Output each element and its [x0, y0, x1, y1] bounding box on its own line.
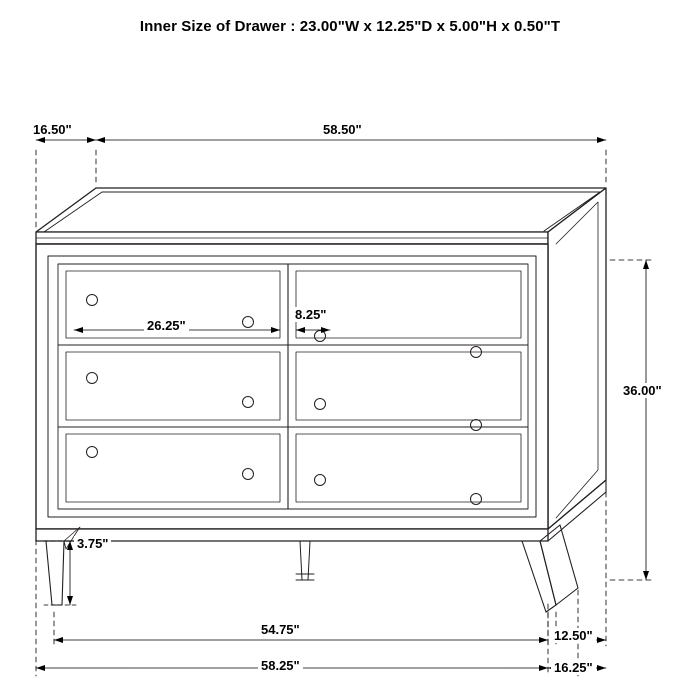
dim-height-right: 36.00": [620, 383, 665, 398]
dim-base-depth-outer: 16.25": [551, 660, 596, 675]
page-title: Inner Size of Drawer : 23.00"W x 12.25"D x 5.00"H x 0.50"T: [139, 18, 561, 35]
dim-base-width-inner: 54.75": [258, 622, 303, 637]
dim-depth-top: 16.50": [30, 122, 75, 137]
dim-drawer-left-width: 26.25": [144, 318, 189, 333]
dim-base-width-outer: 58.25": [258, 658, 303, 673]
dim-drawer-right-width: 8.25": [292, 307, 329, 322]
dim-leg-height: 3.75": [74, 536, 111, 551]
dim-base-depth-inner: 12.50": [551, 628, 596, 643]
dim-width-top: 58.50": [320, 122, 365, 137]
